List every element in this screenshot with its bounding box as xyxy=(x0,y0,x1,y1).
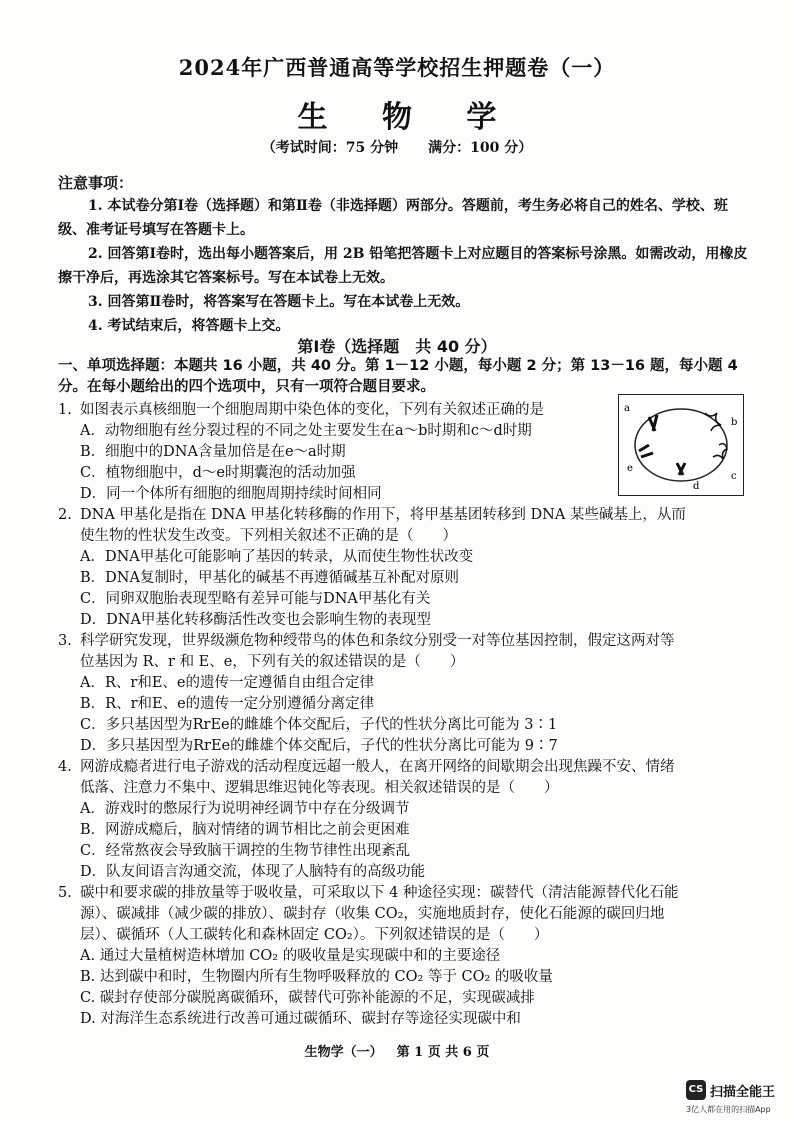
exam-score: 满分：100 分） xyxy=(428,140,533,156)
part-instructions: 一、单项选择题：本题共 16 小题，共 40 分。第 1－12 小题，每小题 2 分；第 13－16 题，每小题 4 分。在每小题给出的四个选项中，只有一项符合题目要求。 xyxy=(58,358,738,395)
scanner-logo-icon: CS xyxy=(686,1080,706,1100)
section-heading: 第Ⅰ卷（选择题 共 40 分） xyxy=(297,337,497,356)
notice-item: 4. 考试结束后，将答题卡上交。 xyxy=(88,318,290,334)
option-c: C. 碳封存使部分碳脱离碳循环，碳替代可弥补能源的不足，实现碳减排 xyxy=(80,990,535,1006)
option-a: A．游戏时的憋尿行为说明神经调节中存在分级调节 xyxy=(80,801,410,817)
option-c: C．经常熬夜会导致脑干调控的生物节律性出现紊乱 xyxy=(80,843,411,859)
label-b: b xyxy=(731,417,738,428)
notice-item: 2. 回答第Ⅰ卷时，选出每小题答案后，用 2B 铅笔把答题卡上对应题目的答案标号涂黑。如需改动，用橡皮擦干净后，再选涂其它答案标号。写在本试卷上无效。 xyxy=(58,246,748,286)
question-number: 5. xyxy=(58,885,72,901)
scanner-name: 扫描全能王 xyxy=(710,1085,776,1100)
exam-title: 2024年广西普通高等学校招生押题卷（一） xyxy=(178,55,616,80)
question-number: 3. xyxy=(58,633,72,649)
notice-list xyxy=(58,194,750,338)
option-a: A．R、r和E、e的遗传一定遵循自由组合定律 xyxy=(80,675,374,691)
footer-page: 第 1 页 共 6 页 xyxy=(396,1045,490,1060)
question-stem-cont: 低落、注意力不集中、逻辑思维迟钝化等表现。相关叙述错误的是（ ） xyxy=(80,780,559,796)
cell-cycle-figure xyxy=(618,394,744,496)
chromosome-d xyxy=(677,463,685,475)
question-stem: 如图表示真核细胞一个细胞周期中染色体的变化，下列有关叙述正确的是 xyxy=(80,402,544,418)
question-stem-cont: 位基因为 R、r 和 E、e，下列有关的叙述错误的是（ ） xyxy=(80,654,465,670)
chromosome-a xyxy=(649,415,657,431)
label-d: d xyxy=(693,481,700,492)
label-a: a xyxy=(624,403,630,414)
option-b: B．网游成瘾后，脑对情绪的调节相比之前会更困难 xyxy=(80,822,410,838)
option-a: A. 通过大量植树造林增加 CO₂ 的吸收量是实现碳中和的主要途径 xyxy=(80,948,501,964)
question-5 xyxy=(58,883,758,1030)
footer-subject: 生物学（一） xyxy=(304,1045,383,1060)
notice-heading: 注意事项： xyxy=(58,174,134,192)
option-c: C．同卵双胞胎表现型略有差异可能与DNA甲基化有关 xyxy=(80,591,431,607)
subject-title: 生 物 学 xyxy=(297,100,519,135)
option-d: D．多只基因型为RrEe的雌雄个体交配后，子代的性状分离比可能为 9∶7 xyxy=(80,738,558,754)
option-c: C．植物细胞中，d～e时期囊泡的活动加强 xyxy=(80,465,356,481)
question-number: 2. xyxy=(58,507,72,523)
question-stem: 科学研究发现，世界级濒危物种绶带鸟的体色和条纹分别受一对等位基因控制，假定这两对等 xyxy=(80,633,675,649)
question-number: 4. xyxy=(58,759,72,775)
question-4 xyxy=(58,757,758,883)
question-stem-cont: 源）、碳减排（减少碳的排放）、碳封存（收集 CO₂，实施地质封存，使化石能源的碳回归地 xyxy=(80,906,665,922)
option-d: D. 对海洋生态系统进行改善可通过碳循环、碳封存等途径实现碳中和 xyxy=(80,1011,521,1027)
option-a: A．动物细胞有丝分裂过程的不同之处主要发生在a～b时期和c～d时期 xyxy=(80,423,532,439)
scanner-watermark xyxy=(686,1080,786,1120)
chromosome-e xyxy=(639,445,653,457)
question-stem-cont: 使生物的性状发生改变。下列相关叙述不正确的是（ ） xyxy=(80,528,457,544)
question-3 xyxy=(58,631,758,757)
option-a: A．DNA甲基化可能影响了基因的转录，从而使生物性状改变 xyxy=(80,549,474,565)
notice-item: 1. 本试卷分第Ⅰ卷（选择题）和第Ⅱ卷（非选择题）两部分。答题前，考生务必将自己的姓名、学校、班级、准考证号填写在答题卡上。 xyxy=(58,198,728,238)
question-stem: DNA 甲基化是指在 DNA 甲基化转移酶的作用下，将甲基基团转移到 DNA 某些碱基上，从而 xyxy=(80,507,686,523)
question-stem: 碳中和要求碳的排放量等于吸收量，可采取以下 4 种途径实现：碳替代（清洁能源替代化石能 xyxy=(80,885,679,901)
label-c: c xyxy=(731,471,737,482)
option-d: D．队友间语言沟通交流，体现了人脑特有的高级功能 xyxy=(80,864,426,880)
notice-item: 3. 回答第Ⅱ卷时，将答案写在答题卡上。写在本试卷上无效。 xyxy=(88,294,470,310)
option-b: B．DNA复制时，甲基化的碱基不再遵循碱基互补配对原则 xyxy=(80,570,459,586)
cell-cycle-diagram xyxy=(619,395,743,495)
scanner-tagline: 3亿人都在用的扫描App xyxy=(686,1105,771,1114)
question-stem: 网游成瘾者进行电子游戏的活动程度远超一般人，在离开网络的间歇期会出现焦躁不安、情绪 xyxy=(80,759,675,775)
exam-time: （考试时间：75 分钟 xyxy=(261,140,399,156)
option-c: C．多只基因型为RrEe的雌雄个体交配后，子代的性状分离比可能为 3∶1 xyxy=(80,717,558,733)
option-b: B．细胞中的DNA含量加倍是在e～a时期 xyxy=(80,444,346,460)
option-b: B．R、r和E、e的遗传一定分别遵循分离定律 xyxy=(80,696,375,712)
question-1 xyxy=(58,400,618,505)
option-d: D．同一个体所有细胞的细胞周期持续时间相同 xyxy=(80,486,382,502)
question-number: 1. xyxy=(58,402,72,418)
option-d: D．DNA甲基化转移酶活性改变也会影响生物的表现型 xyxy=(80,612,431,628)
question-stem-cont: 层）、碳循环（人工碳转化和森林固定 CO₂）。下列叙述错误的是（ ） xyxy=(80,927,549,943)
label-e: e xyxy=(627,463,633,474)
question-2 xyxy=(58,505,758,631)
exam-meta xyxy=(0,137,794,157)
page-footer xyxy=(0,1041,794,1060)
chromosome-b xyxy=(705,413,721,431)
option-b: B. 达到碳中和时，生物圈内所有生物呼吸释放的 CO₂ 等于 CO₂ 的吸收量 xyxy=(80,969,553,985)
